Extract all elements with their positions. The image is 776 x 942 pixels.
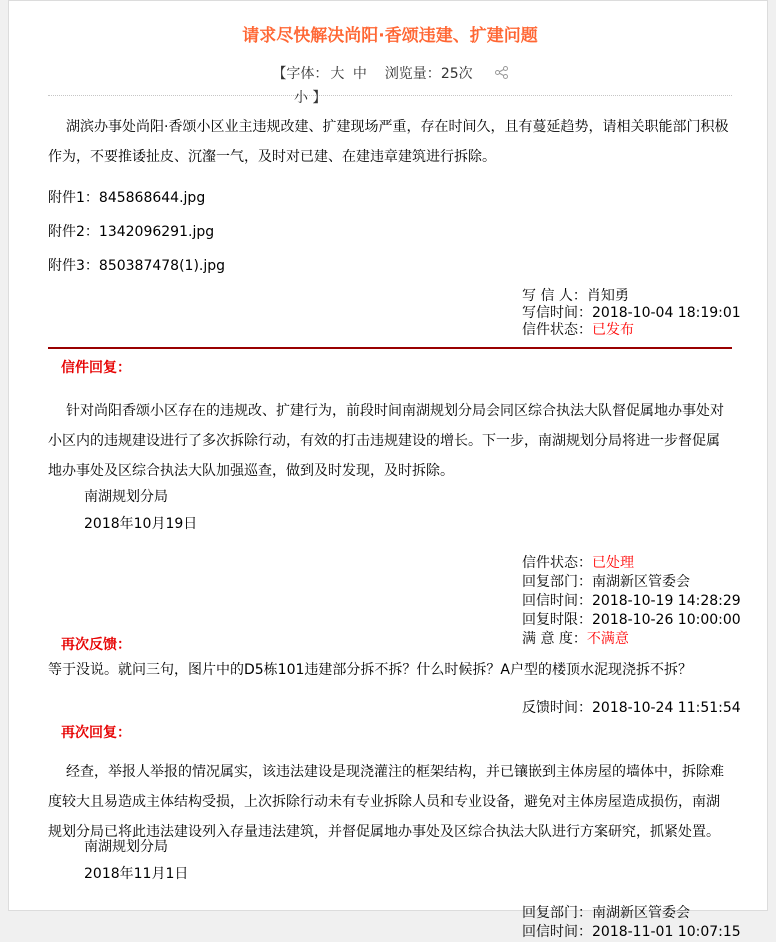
status-value: 2018-10-19 14:28:29: [592, 593, 741, 609]
attachment-file-link[interactable]: 845868644.jpg: [98, 190, 206, 206]
status-value: 2018-10-26 10:00:00: [592, 612, 741, 628]
letter-status-row: [522, 322, 732, 339]
reply-section-header: 信件回复：: [61, 360, 131, 376]
font-size-large-button[interactable]: 大: [330, 66, 345, 82]
satisfaction-label: 满 意 度：: [522, 631, 587, 647]
attachment-file-link[interactable]: 850387478(1).jpg: [98, 258, 226, 274]
letter-status-label: 信件状态：: [522, 322, 592, 338]
status-label: 回复部门：: [522, 574, 592, 590]
feedback-section-header: 再次反馈：: [61, 637, 131, 653]
font-size-medium-button[interactable]: 中: [352, 66, 367, 82]
reply2-body: 经查，举报人举报的情况属实，该违法建设是现浇灌注的框架结构，并已镶嵌到主体房屋的墙体中，拆除难度较大且易造成主体结构受损，上次拆除行动未有专业拆除人员和专业设备，避免对主体房屋造成损伤，南湖规划分局已将此违法建设列入存量违法建筑，并督促属地办事处及区综合执法大队进行方案研究，抓紧处置。: [48, 764, 724, 840]
font-size-small-clipped[interactable]: [294, 90, 327, 106]
view-count-label: 浏览量：: [384, 66, 441, 82]
page-title: 请求尽快解决尚阳·香颂违建、扩建问题: [242, 26, 538, 46]
feedback-time-info: [522, 700, 741, 717]
view-count-value: 25次: [440, 66, 473, 82]
reply-signer: 南湖规划分局: [84, 489, 168, 505]
status-label: 回信时间：: [522, 593, 592, 609]
status-value: 南湖新区管委会: [592, 905, 690, 921]
letter-body: 湖滨办事处尚阳·香颂小区业主违规改建、扩建现场严重，存在时间久，且有蔓延趋势，请相关职能部门积极作为，不要推诿扯皮、沉瀣一气，及时对已建、在建违章建筑进行拆除。: [48, 119, 729, 165]
toolbar: [48, 65, 732, 106]
write-time-label: 写信时间：: [522, 305, 592, 321]
reply2-section-header: 再次回复：: [61, 725, 131, 741]
reply2-signer: 南湖规划分局: [84, 839, 168, 855]
font-size-control: [272, 65, 368, 83]
share-icon[interactable]: [495, 66, 508, 84]
feedback-time-label: 反馈时间：: [522, 700, 592, 716]
reply-date: 2018年10月19日: [84, 516, 198, 532]
writer-name-row: [522, 288, 732, 305]
attachment-label: 附件2：: [48, 224, 99, 240]
attachment-row: [48, 190, 732, 206]
attachment-row: [48, 258, 732, 274]
status-row: [522, 573, 732, 592]
status-label: 信件状态：: [522, 555, 592, 571]
writer-name-value: 肖知勇: [586, 288, 629, 304]
status-value: 南湖新区管委会: [592, 574, 690, 590]
feedback-body: 等于没说。就问三句，图片中的D5栋101违建部分拆不拆？什么时候拆？A户型的楼顶水泥现浇拆不拆？: [48, 662, 692, 678]
attachment-file-link[interactable]: 1342096291.jpg: [98, 224, 215, 240]
font-control-close-bracket: 】: [312, 90, 327, 106]
letter-status-value: 已发布: [592, 322, 634, 338]
attachment-row: [48, 224, 732, 240]
letter-detail-page: [8, 0, 768, 940]
status-label: 回复部门：: [522, 905, 592, 921]
feedback-time-value: 2018-10-24 11:51:54: [592, 700, 741, 716]
reply-body: 针对尚阳香颂小区存在的违规改、扩建行为，前段时间南湖规划分局会同区综合执法大队督促属地办事处对小区内的违规建设进行了多次拆除行动，有效的打击违规建设的增长。下一步，南湖规划分局将进一步督促属地办事处及区综合执法大队加强巡查，做到及时发现，及时拆除。: [48, 403, 724, 479]
write-time-value: 2018-10-04 18:19:01: [592, 305, 741, 321]
writer-info: [522, 288, 741, 339]
status-row: [522, 611, 741, 630]
attachment-label: 附件1：: [48, 190, 99, 206]
reply2-status-info: [522, 904, 741, 942]
status-label: 回复时限：: [522, 612, 592, 628]
status-row: [522, 923, 741, 942]
font-size-small-button[interactable]: 小: [294, 90, 308, 106]
dotted-divider: [48, 95, 732, 96]
status-row: [522, 554, 732, 573]
status-value: 已处理: [592, 555, 634, 571]
feedback-time-row: [522, 700, 741, 717]
status-label: 回信时间：: [522, 924, 592, 940]
font-label: 【字体：: [272, 66, 329, 82]
view-count: [385, 65, 473, 83]
status-row: [522, 904, 732, 923]
status-value: 2018-11-01 10:07:15: [592, 924, 741, 940]
red-divider: [48, 347, 732, 349]
write-time-row: [522, 305, 741, 322]
status-row: [522, 592, 741, 611]
satisfaction-value: 不满意: [586, 631, 629, 647]
reply2-date: 2018年11月1日: [84, 866, 189, 882]
writer-name-label: 写 信 人：: [522, 288, 587, 304]
attachment-label: 附件3：: [48, 258, 99, 274]
reply-status-info: [522, 554, 741, 649]
